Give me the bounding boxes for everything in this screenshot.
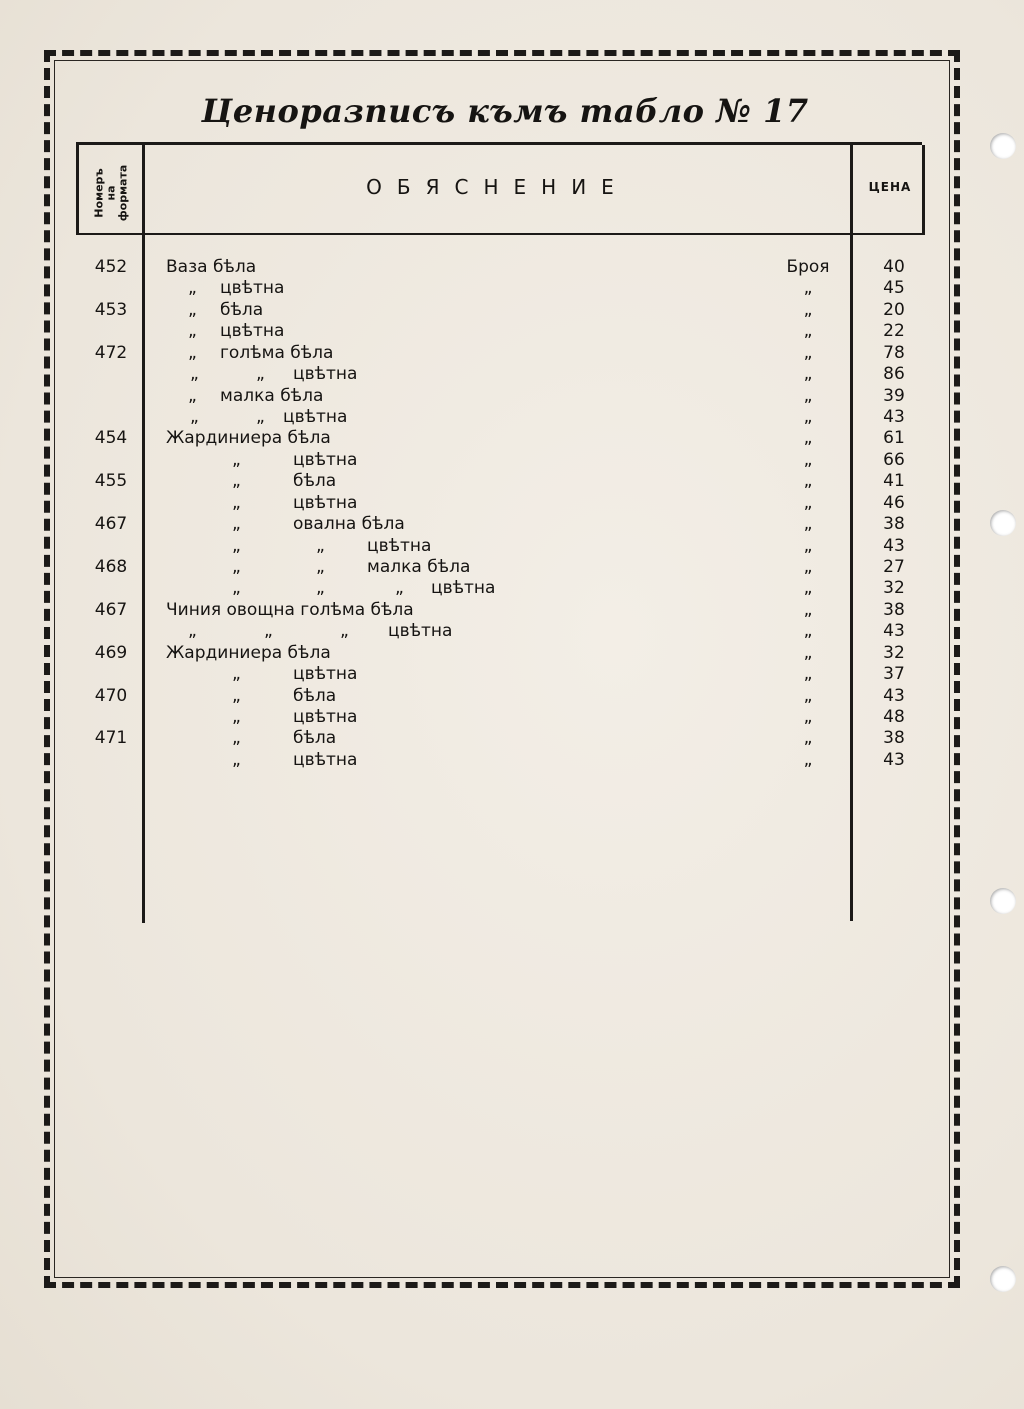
description-text: „	[232, 707, 241, 728]
price-value: 78	[883, 342, 905, 363]
description-text: „	[316, 578, 325, 599]
format-number: 469	[94, 642, 128, 663]
unit-label: „	[803, 728, 813, 749]
description-text: малка бѣла	[220, 385, 324, 406]
price-value: 38	[883, 514, 905, 535]
description-text: „	[316, 557, 325, 578]
format-number: 471	[94, 728, 128, 749]
description-text: цвѣтна	[367, 535, 432, 556]
description-text: бѣла	[293, 471, 337, 492]
description-text: бѣла	[293, 685, 337, 706]
header-number-line2: на	[104, 185, 117, 201]
title-underline	[76, 142, 922, 145]
unit-label: „	[803, 749, 813, 770]
unit-label: „	[803, 278, 813, 299]
format-number: 453	[94, 299, 128, 320]
table-row	[0, 664, 1024, 685]
table-row	[0, 493, 1024, 514]
unit-label: „	[803, 514, 813, 535]
description-text: малка бѣла	[367, 557, 471, 578]
header-description: ОБЯСНЕНИЕ	[366, 175, 629, 199]
table-row	[0, 386, 1024, 407]
table-row	[0, 686, 1024, 707]
table-row	[0, 514, 1024, 535]
binder-hole	[990, 133, 1016, 159]
description-text: Жардиниера бѣла	[166, 428, 331, 449]
price-value: 32	[883, 642, 905, 663]
description-text: цвѣтна	[293, 707, 358, 728]
price-value: 66	[883, 449, 905, 470]
price-value: 48	[883, 707, 905, 728]
price-value: 32	[883, 578, 905, 599]
description-text: „	[188, 299, 197, 320]
table-row	[0, 278, 1024, 299]
description-text: „	[188, 342, 197, 363]
format-number: 472	[94, 342, 128, 363]
unit-label: „	[803, 299, 813, 320]
price-value: 61	[883, 428, 905, 449]
unit-label: „	[803, 664, 813, 685]
description-text: цвѣтна	[220, 278, 285, 299]
header-rule	[76, 233, 922, 235]
table-row	[0, 578, 1024, 599]
price-value: 39	[883, 385, 905, 406]
table-row	[0, 728, 1024, 749]
price-value: 46	[883, 492, 905, 513]
format-number: 468	[94, 557, 128, 578]
description-text: Ваза бѣла	[166, 257, 257, 277]
description-text: „	[340, 621, 349, 642]
price-value: 22	[883, 321, 905, 342]
unit-label: „	[803, 364, 813, 385]
unit-label: „	[803, 621, 813, 642]
table-left-line	[76, 145, 79, 235]
unit-label: „	[803, 428, 813, 449]
format-number: 467	[94, 599, 128, 620]
table-row	[0, 536, 1024, 557]
table-row	[0, 257, 1024, 278]
table-row	[0, 621, 1024, 642]
unit-label: „	[803, 599, 813, 620]
description-text: бѣла	[293, 728, 337, 749]
price-value: 41	[883, 471, 905, 492]
price-value: 40	[883, 257, 905, 277]
description-text: „	[190, 364, 199, 385]
description-text: „	[232, 471, 241, 492]
description-text: „	[232, 578, 241, 599]
format-number: 452	[94, 257, 128, 277]
price-value: 20	[883, 299, 905, 320]
description-text: овална бѣла	[293, 514, 405, 535]
description-text: цвѣтна	[220, 321, 285, 342]
description-text: цвѣтна	[431, 578, 496, 599]
description-text: „	[232, 749, 241, 770]
header-number-line1: Номеръ	[92, 168, 105, 218]
price-value: 45	[883, 278, 905, 299]
price-value: 43	[883, 407, 905, 427]
unit-label: „	[803, 535, 813, 556]
description-text: цвѣтна	[293, 664, 358, 685]
price-value: 43	[883, 535, 905, 556]
description-text: „	[190, 407, 199, 427]
description-text: „	[232, 535, 241, 556]
table-row	[0, 707, 1024, 728]
unit-label: Броя	[786, 257, 830, 277]
price-value: 38	[883, 599, 905, 620]
format-number: 454	[94, 428, 128, 449]
description-text: цвѣтна	[293, 364, 358, 385]
table-row	[0, 300, 1024, 321]
table-row	[0, 321, 1024, 342]
price-value: 43	[883, 621, 905, 642]
table-row	[0, 643, 1024, 664]
unit-label: „	[803, 685, 813, 706]
format-number: 455	[94, 471, 128, 492]
binder-hole	[990, 510, 1016, 536]
table-row	[0, 600, 1024, 621]
description-text: бѣла	[220, 299, 264, 320]
table-row	[0, 407, 1024, 428]
unit-label: „	[803, 492, 813, 513]
price-value: 43	[883, 749, 905, 770]
binder-hole	[990, 888, 1016, 914]
header-number-line3: формата	[116, 164, 129, 222]
description-text: „	[188, 321, 197, 342]
table-row	[0, 471, 1024, 492]
description-text: „	[188, 621, 197, 642]
description-text: „	[188, 385, 197, 406]
table-row	[0, 343, 1024, 364]
unit-label: „	[803, 471, 813, 492]
price-value: 86	[883, 364, 905, 385]
description-text: цвѣтна	[388, 621, 453, 642]
format-number: 470	[94, 685, 128, 706]
unit-label: „	[803, 578, 813, 599]
header-price: ЦЕНА	[868, 180, 912, 194]
description-text: „	[232, 664, 241, 685]
description-text: „	[232, 514, 241, 535]
description-text: цвѣтна	[293, 749, 358, 770]
description-text: „	[316, 535, 325, 556]
unit-label: „	[803, 407, 813, 427]
description-text: „	[232, 685, 241, 706]
description-text: цвѣтна	[283, 407, 348, 427]
description-text: „	[256, 407, 265, 427]
page-title: Ценоразписъ къмъ табло № 17	[201, 92, 809, 130]
price-value: 38	[883, 728, 905, 749]
description-text: Жардиниера бѣла	[166, 642, 331, 663]
description-text: голѣма бѣла	[220, 342, 334, 363]
table-row	[0, 364, 1024, 385]
price-value: 43	[883, 685, 905, 706]
format-number: 467	[94, 514, 128, 535]
table-row	[0, 557, 1024, 578]
unit-label: „	[803, 449, 813, 470]
description-text: „	[188, 278, 197, 299]
price-value: 27	[883, 557, 905, 578]
table-row	[0, 750, 1024, 771]
description-text: „	[232, 492, 241, 513]
description-text: Чиния овощна голѣма бѣла	[166, 599, 414, 620]
unit-label: „	[803, 557, 813, 578]
header-number-of-format	[80, 155, 142, 231]
unit-label: „	[803, 642, 813, 663]
unit-label: „	[803, 385, 813, 406]
description-text: „	[264, 621, 273, 642]
description-text: цвѣтна	[293, 449, 358, 470]
unit-label: „	[803, 321, 813, 342]
description-text: „	[232, 728, 241, 749]
binder-hole	[990, 1266, 1016, 1292]
description-text: „	[232, 557, 241, 578]
unit-label: „	[803, 342, 813, 363]
table-row	[0, 450, 1024, 471]
price-value: 37	[883, 664, 905, 685]
description-text: „	[395, 578, 404, 599]
description-text: „	[232, 449, 241, 470]
unit-label: „	[803, 707, 813, 728]
description-text: „	[256, 364, 265, 385]
table-row	[0, 428, 1024, 449]
description-text: цвѣтна	[293, 492, 358, 513]
